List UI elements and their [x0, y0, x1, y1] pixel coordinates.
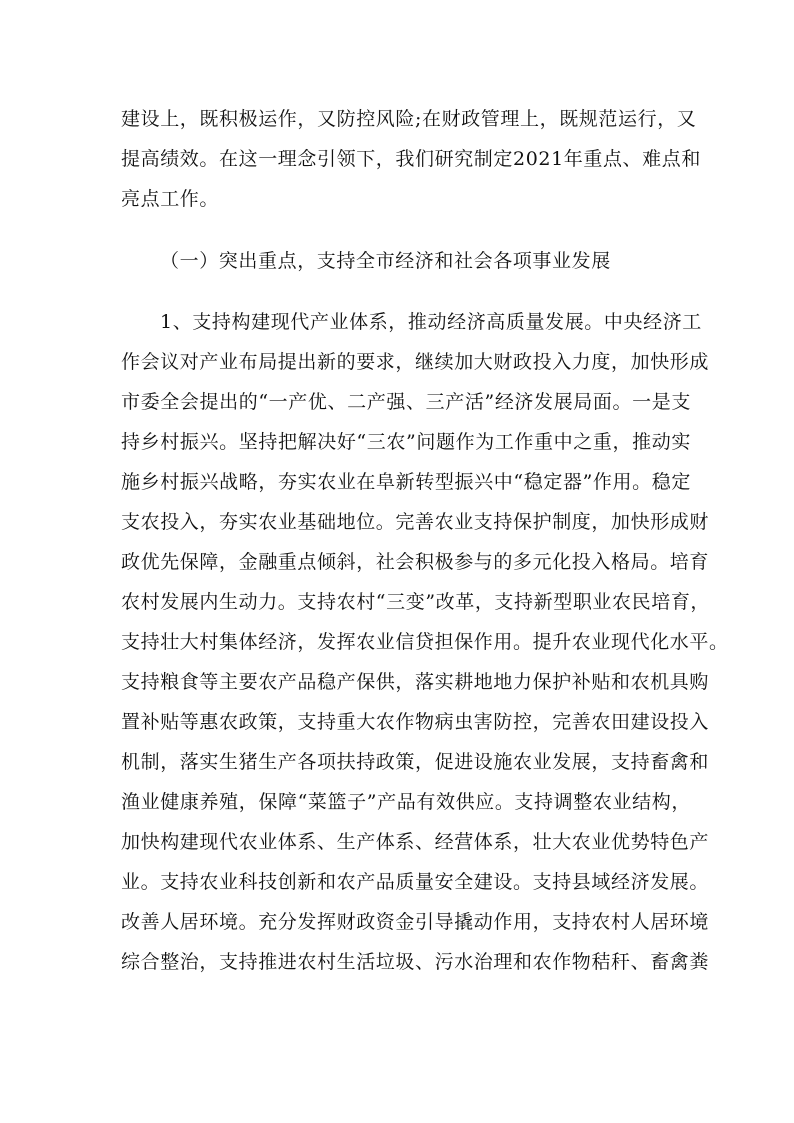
- paragraph-line-10: 支持粮食等主要农产品稳产保供，落实耕地地力保护补贴和农机具购: [121, 671, 710, 693]
- paragraph-line-9: 支持壮大村集体经济，发挥农业信贷担保作用。提升农业现代化水平。: [121, 631, 729, 653]
- paragraph-line-12: 机制，落实生猪生产各项扶持政策，促进设施农业发展，支持畜禽和: [121, 751, 710, 773]
- paragraph-line-2: 作会议对产业布局提出新的要求，继续加大财政投入力度，加快形成: [121, 351, 710, 373]
- paragraph-line-8: 农村发展内生动力。支持农村“三变”改革，支持新型职业农民培育，: [121, 591, 711, 613]
- paragraph-line-15: 业。支持农业科技创新和农产品质量安全建设。支持县域经济发展。: [121, 871, 710, 893]
- paragraph-line-17: 综合整治，支持推进农村生活垃圾、污水治理和农作物秸秆、畜禽粪: [121, 951, 710, 973]
- paragraph-line-7: 政优先保障，金融重点倾斜，社会积极参与的多元化投入格局。培育: [121, 551, 710, 573]
- section-heading: （一）突出重点，支持全市经济和社会各项事业发展: [160, 250, 611, 272]
- paragraph-line-1: 1、支持构建现代产业体系，推动经济高质量发展。中央经济工: [160, 311, 702, 333]
- intro-line-1: 建设上，既积极运作，又防控风险;在财政管理上，既规范运行，又: [121, 108, 697, 130]
- paragraph-line-3: 市委全会提出的“一产优、二产强、三产活”经济发展局面。一是支: [121, 391, 691, 413]
- paragraph-line-4: 持乡村振兴。坚持把解决好“三农”问题作为工作重中之重，推动实: [121, 431, 691, 453]
- intro-line-2: 提高绩效。在这一理念引领下，我们研究制定2021年重点、难点和: [121, 148, 701, 170]
- paragraph-line-16: 改善人居环境。充分发挥财政资金引导撬动作用，支持农村人居环境: [121, 911, 710, 933]
- paragraph-line-5: 施乡村振兴战略，夯实农业在阜新转型振兴中“稳定器”作用。稳定: [121, 471, 691, 493]
- paragraph-line-6: 支农投入，夯实农业基础地位。完善农业支持保护制度，加快形成财: [121, 511, 710, 533]
- intro-line-3: 亮点工作。: [121, 188, 220, 210]
- paragraph-line-13: 渔业健康养殖，保障“菜篮子”产品有效供应。支持调整农业结构，: [121, 791, 691, 813]
- paragraph-line-14: 加快构建现代农业体系、生产体系、经营体系，壮大农业优势特色产: [121, 831, 710, 853]
- paragraph-line-11: 置补贴等惠农政策，支持重大农作物病虫害防控，完善农田建设投入: [121, 711, 710, 733]
